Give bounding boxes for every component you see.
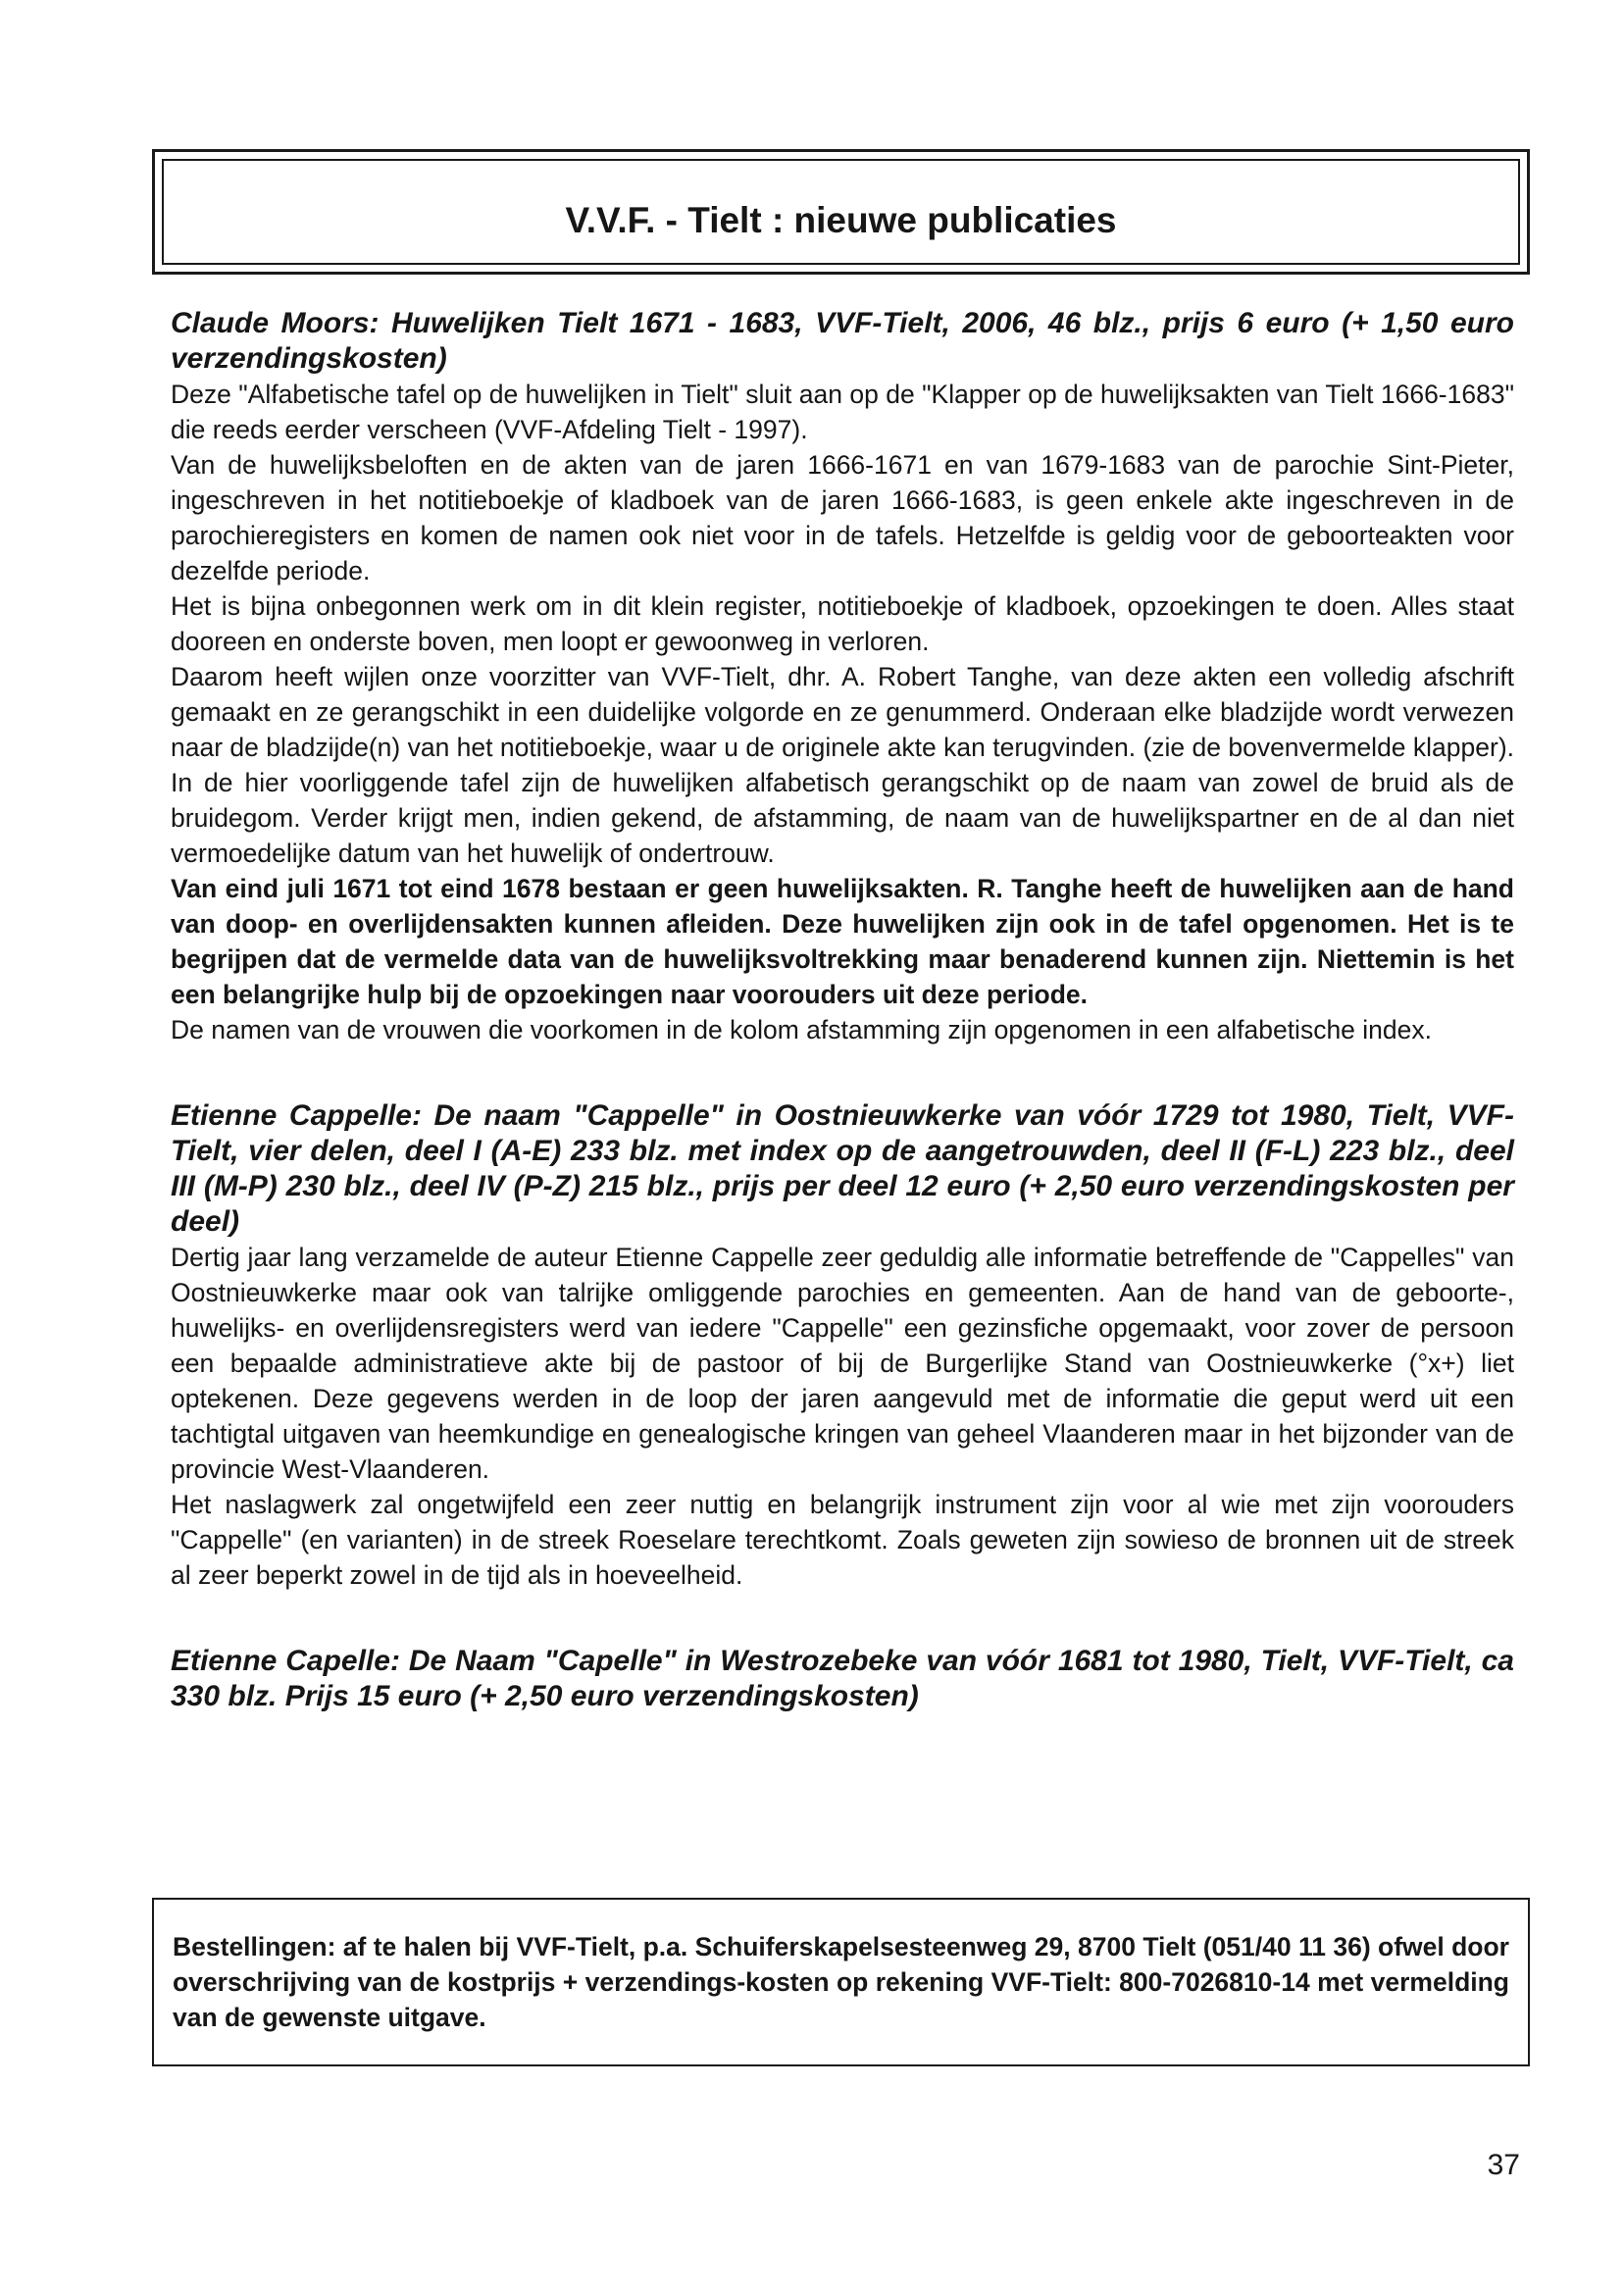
publication-heading: Etienne Capelle: De Naam "Capelle" in Westrozebeke van vóór 1681 tot 1980, Tielt, VVF-Tielt, ca 330 blz. Prijs 15 euro (+ 2,50 euro verzendingskosten) xyxy=(171,1645,1514,1712)
paragraph: De namen van de vrouwen die voorkomen in de kolom afstamming zijn opgenomen in een alfabetische index. xyxy=(171,1015,1433,1044)
order-info-text: Bestellingen: af te halen bij VVF-Tielt, p.a. Schuiferskapelsesteenweg 29, 8700 Tielt (051/40 11 36) ofwel door overschrijving van de kostprijs + verzendings-kosten op rekening VVF-Tielt: 800-7026810-14 met vermelding van de gewenste uitgave. xyxy=(173,1932,1509,2032)
paragraph: Het is bijna onbegonnen werk om in dit klein register, notitieboekje of kladboek, opzoekingen te doen. Alles staat dooreen en onderste boven, men loopt er gewoonweg in verloren. xyxy=(171,591,1514,656)
order-info-box xyxy=(152,1898,1530,2066)
bold-paragraph: Van eind juli 1671 tot eind 1678 bestaan er geen huwelijksakten. R. Tanghe heeft de huwelijken aan de hand van doop- en overlijdensakten kunnen afleiden. Deze huwelijken zijn ook in de tafel opgenomen. Het is te begrijpen dat de vermelde data van de huwelijksvoltrekking maar benaderend kunnen zijn. Niettemin is het een belangrijke hulp bij de opzoekingen naar voorouders uit deze periode. xyxy=(171,874,1514,1009)
page-number: 37 xyxy=(1487,2149,1520,2181)
publication-capelle-westrozebeke xyxy=(171,1644,1514,1714)
paragraph: Van de huwelijksbeloften en de akten van de jaren 1666-1671 en van 1679-1683 van de parochie Sint-Pieter, ingeschreven in het notitieboekje of kladboek van de jaren 1666-1683, is geen enkele akte ingeschreven in de parochieregisters en komen de namen ook niet voor in de tafels. Hetzelfde is geldig voor de geboorteakten voor dezelfde periode. xyxy=(171,450,1514,585)
publication-cappelle-oostnieuwkerke xyxy=(171,1098,1514,1593)
section-spacer xyxy=(171,1593,1514,1644)
paragraph: Het naslagwerk zal ongetwijfeld een zeer nuttig en belangrijk instrument zijn voor al wie met zijn voorouders "Cappelle" (en varianten) in de streek Roeselare terechtkomt. Zoals geweten zijn sowieso de bronnen uit de streek al zeer beperkt zowel in de tijd als in hoeveelheid. xyxy=(171,1490,1514,1590)
title-box xyxy=(152,149,1530,275)
page-title: V.V.F. - Tielt : nieuwe publicaties xyxy=(565,200,1117,240)
paragraph: Dertig jaar lang verzamelde de auteur Etienne Cappelle zeer geduldig alle informatie betreffende de "Cappelles" van Oostnieuwkerke maar ook van talrijke omliggende parochies en gemeenten. Aan de hand van de geboorte-, huwelijks- en overlijdensregisters werd van iedere "Cappelle" een gezinsfiche opgemaakt, voor zover de persoon een bepaalde administratieve akte bij de pastoor of bij de Burgerlijke Stand van Oostnieuwkerke (°x+) liet optekenen. Deze gegevens werden in de loop der jaren aangevuld met de informatie die geput werd uit een tachtigtal uitgaven van heemkundige en genealogische kringen van geheel Vlaanderen maar in het bijzonder van de provincie West-Vlaanderen. xyxy=(171,1243,1514,1484)
paragraph: Daarom heeft wijlen onze voorzitter van VVF-Tielt, dhr. A. Robert Tanghe, van deze akten een volledig afschrift gemaakt en ze gerangschikt in een duidelijke volgorde en ze genummerd. Onderaan elke bladzijde wordt verwezen naar de bladzijde(n) van het notitieboekje, waar u de originele akte kan terugvinden. (zie de bovenvermelde klapper). xyxy=(171,662,1515,762)
publication-heading: Etienne Cappelle: De naam "Cappelle" in Oostnieuwkerke van vóór 1729 tot 1980, Tielt, VVF-Tielt, vier delen, deel I (A-E) 233 blz. met index op de aangetrouwden, deel II (F-L) 223 blz., deel III (M-P) 230 blz., deel IV (P-Z) 215 blz., prijs per deel 12 euro (+ 2,50 euro verzendingskosten per deel) xyxy=(171,1099,1514,1238)
section-spacer xyxy=(171,1047,1514,1098)
paragraph: Deze "Alfabetische tafel op de huwelijken in Tielt" sluit aan op de "Klapper op de huwelijksakten van Tielt 1666-1683" die reeds eerder verscheen (VVF-Afdeling Tielt - 1997). xyxy=(171,380,1514,444)
paragraph: In de hier voorliggende tafel zijn de huwelijken alfabetisch gerangschikt op de naam van zowel de bruid als de bruidegom. Verder krijgt men, indien gekend, de afstamming, de naam van de huwelijkspartner en de al dan niet vermoedelijke datum van het huwelijk of ondertrouw. xyxy=(171,768,1514,868)
article-content xyxy=(171,306,1514,1714)
publication-heading: Claude Moors: Huwelijken Tielt 1671 - 1683, VVF-Tielt, 2006, 46 blz., prijs 6 euro (+ 1,50 euro verzendingskosten) xyxy=(171,307,1514,375)
publication-moors xyxy=(171,306,1514,1047)
